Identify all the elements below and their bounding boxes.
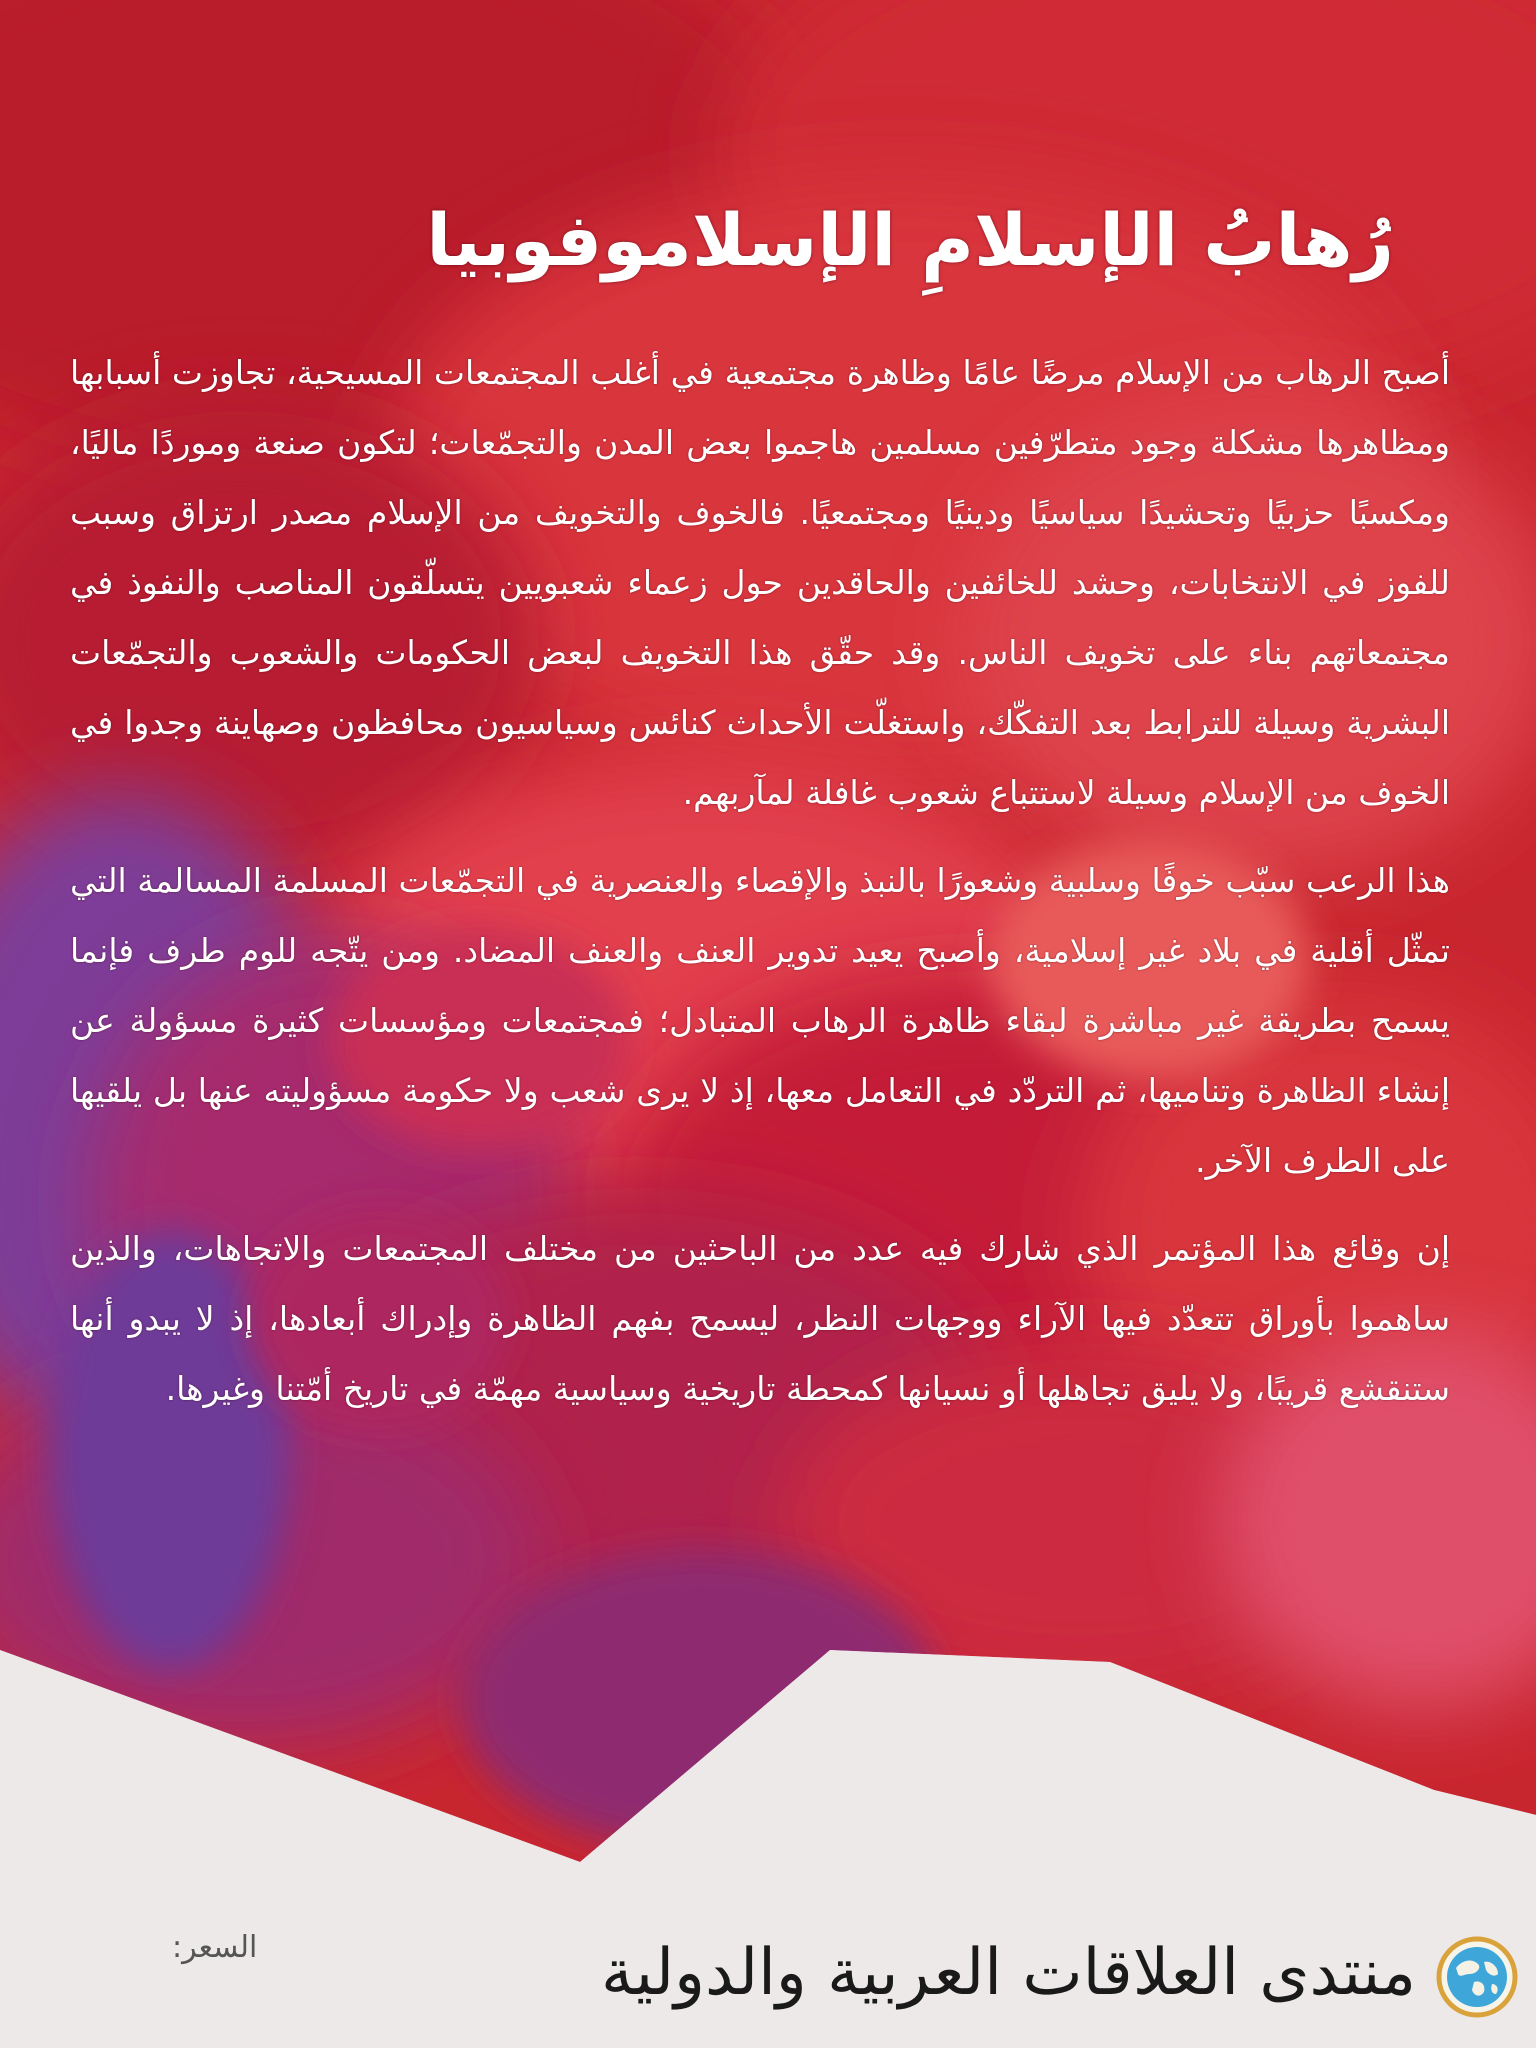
blurb-paragraph-3: إن وقائع هذا المؤتمر الذي شارك فيه عدد من الباحثين من مختلف المجتمعات والاتجاهات، والذين ساهموا بأوراق تتعدّد فيها الآراء ووجهات النظر، ليسمح بفهم الظاهرة وإدراك أبعادها، إذ لا يبدو أنها ستنقشع قريبًا، ولا يليق تجاهلها أو نسيانها كمحطة تاريخية وسياسية مهمّة في تاريخ أمّتنا وغيرها. bbox=[70, 1229, 1450, 1408]
book-title: رُهابُ الإسلامِ الإسلاموفوبيا bbox=[426, 198, 1394, 282]
publisher-name: منتدى العلاقات العربية والدولية bbox=[600, 1936, 1416, 2010]
price-label: السعر: bbox=[172, 1930, 258, 1965]
blurb-paragraph-2: هذا الرعب سبّب خوفًا وسلبية وشعورًا بالنبذ والإقصاء والعنصرية في التجمّعات المسلمة المسالمة التي تمثّل أقلية في بلاد غير إسلامية، وأصبح يعيد تدوير العنف والعنف المضاد. ومن يتّجه للوم طرف فإنما يسمح بطريقة غير مباشرة لبقاء ظاهرة الرهاب المتبادل؛ فمجتمعات ومؤسسات كثيرة مسؤولة عن إنشاء الظاهرة وتناميها، ثم التردّد في التعامل معها، إذ لا يرى شعب ولا حكومة مسؤوليته عنها بل يلقيها على الطرف الآخر. bbox=[70, 861, 1450, 1180]
globe-icon bbox=[1434, 1934, 1520, 2020]
back-cover-text bbox=[40, 190, 1460, 1442]
publisher-footer bbox=[0, 1930, 1536, 2048]
blurb-paragraph-1: أصبح الرهاب من الإسلام مرضًا عامًا وظاهرة مجتمعية في أغلب المجتمعات المسيحية، تجاوزت أسبابها ومظاهرها مشكلة وجود متطرّفين مسلمين هاجموا بعض المدن والتجمّعات؛ لتكون صنعة وموردًا ماليًا، ومكسبًا حزبيًا وتحشيدًا سياسيًا ودينيًا ومجتمعيًا. فالخوف والتخويف من الإسلام مصدر ارتزاق وسبب للفوز في الانتخابات، وحشد للخائفين والحاقدين حول زعماء شعبويين يتسلّقون المناصب والنفوذ في مجتمعاتهم بناء على تخويف الناس. وقد حقّق هذا التخويف لبعض الحكومات والشعوب والتجمّعات البشرية وسيلة للترابط بعد التفكّك، واستغلّت الأحداث كنائس وسياسيون محافظون وصهاينة وجدوا في الخوف من الإسلام وسيلة لاستتباع شعوب غافلة لمآربهم. bbox=[70, 353, 1450, 812]
